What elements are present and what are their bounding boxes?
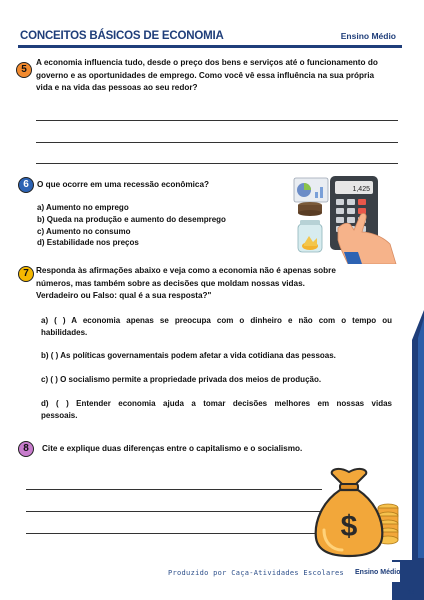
page-number: 14	[408, 589, 416, 596]
option-b[interactable]: b) Queda na produção e aumento do desemprego	[37, 214, 226, 224]
true-false-item-d	[41, 398, 392, 421]
money-bag-icon	[312, 460, 404, 560]
question-7-line: números, mas também sobre as decisões que moldam nossas vidas.	[36, 278, 305, 288]
question-5-badge: 5	[16, 62, 32, 78]
answer-line[interactable]	[26, 511, 322, 512]
footer-level-label: Ensino Médio	[355, 569, 401, 576]
question-5-line: governo e as oportunidades de emprego. Como você vê essa influência na sua própria	[36, 70, 375, 80]
true-false-item-a	[41, 315, 392, 338]
question-6-badge: 6	[18, 177, 34, 193]
option-a[interactable]: a) Aumento no emprego	[37, 203, 129, 212]
question-5-text	[36, 57, 406, 95]
question-7-line: Responda às afirmações abaixo e veja como a economia não é apenas sobre	[36, 266, 336, 275]
question-8-badge: 8	[18, 441, 34, 457]
calculator-illustration	[290, 172, 398, 264]
svg-text:$: $	[340, 510, 358, 543]
question-6-prompt: O que ocorre em uma recessão econômica?	[37, 180, 210, 189]
question-7-badge: 7	[18, 266, 34, 282]
true-false-item-b	[41, 350, 392, 362]
header-divider	[18, 45, 402, 48]
option-d[interactable]: d) Estabilidade nos preços	[37, 238, 139, 248]
true-false-item-c	[41, 374, 392, 386]
question-7-line: Verdadeiro ou Falso: qual é a sua resposta?"	[36, 291, 212, 300]
item-a-line: habilidades.	[41, 327, 88, 337]
answer-line[interactable]	[36, 142, 398, 143]
item-a-line: a) ( ) A economia apenas se preocupa com o dinheiro e não com o tempo ou	[41, 316, 392, 325]
answer-line[interactable]	[26, 533, 322, 534]
question-5-line: vida e na vida das pessoas ao seu redor?	[36, 83, 198, 92]
question-5-line: A economia influencia tudo, desde o preço dos bens e serviços até o funcionamento do	[36, 58, 378, 67]
question-8-prompt: Cite e explique duas diferenças entre o capitalismo e o socialismo.	[42, 444, 303, 453]
question-6-options	[37, 202, 226, 249]
option-c[interactable]: c) Aumento no consumo	[37, 226, 131, 236]
item-b-line: b) ( ) As políticas governamentais podem afetar a vida cotidiana das pessoas.	[41, 351, 336, 360]
calculator-display: 1,425	[352, 186, 370, 193]
answer-line[interactable]	[26, 489, 322, 490]
page-title: CONCEITOS BÁSICOS DE ECONOMIA	[20, 30, 224, 42]
item-d-line: d) ( ) Entender economia ajuda a tomar decisões melhores em nossas vidas	[41, 399, 392, 408]
item-c-line: c) ( ) O socialismo permite a propriedade privada dos meios de produção.	[41, 375, 322, 384]
answer-line[interactable]	[36, 120, 398, 121]
answer-line[interactable]	[36, 163, 398, 164]
footer-credit: Produzido por Caça-Atividades Escolares	[168, 569, 345, 577]
header-level-label: Ensino Médio	[340, 31, 396, 41]
question-7-intro	[36, 265, 396, 303]
item-d-line: pessoais.	[41, 410, 78, 420]
